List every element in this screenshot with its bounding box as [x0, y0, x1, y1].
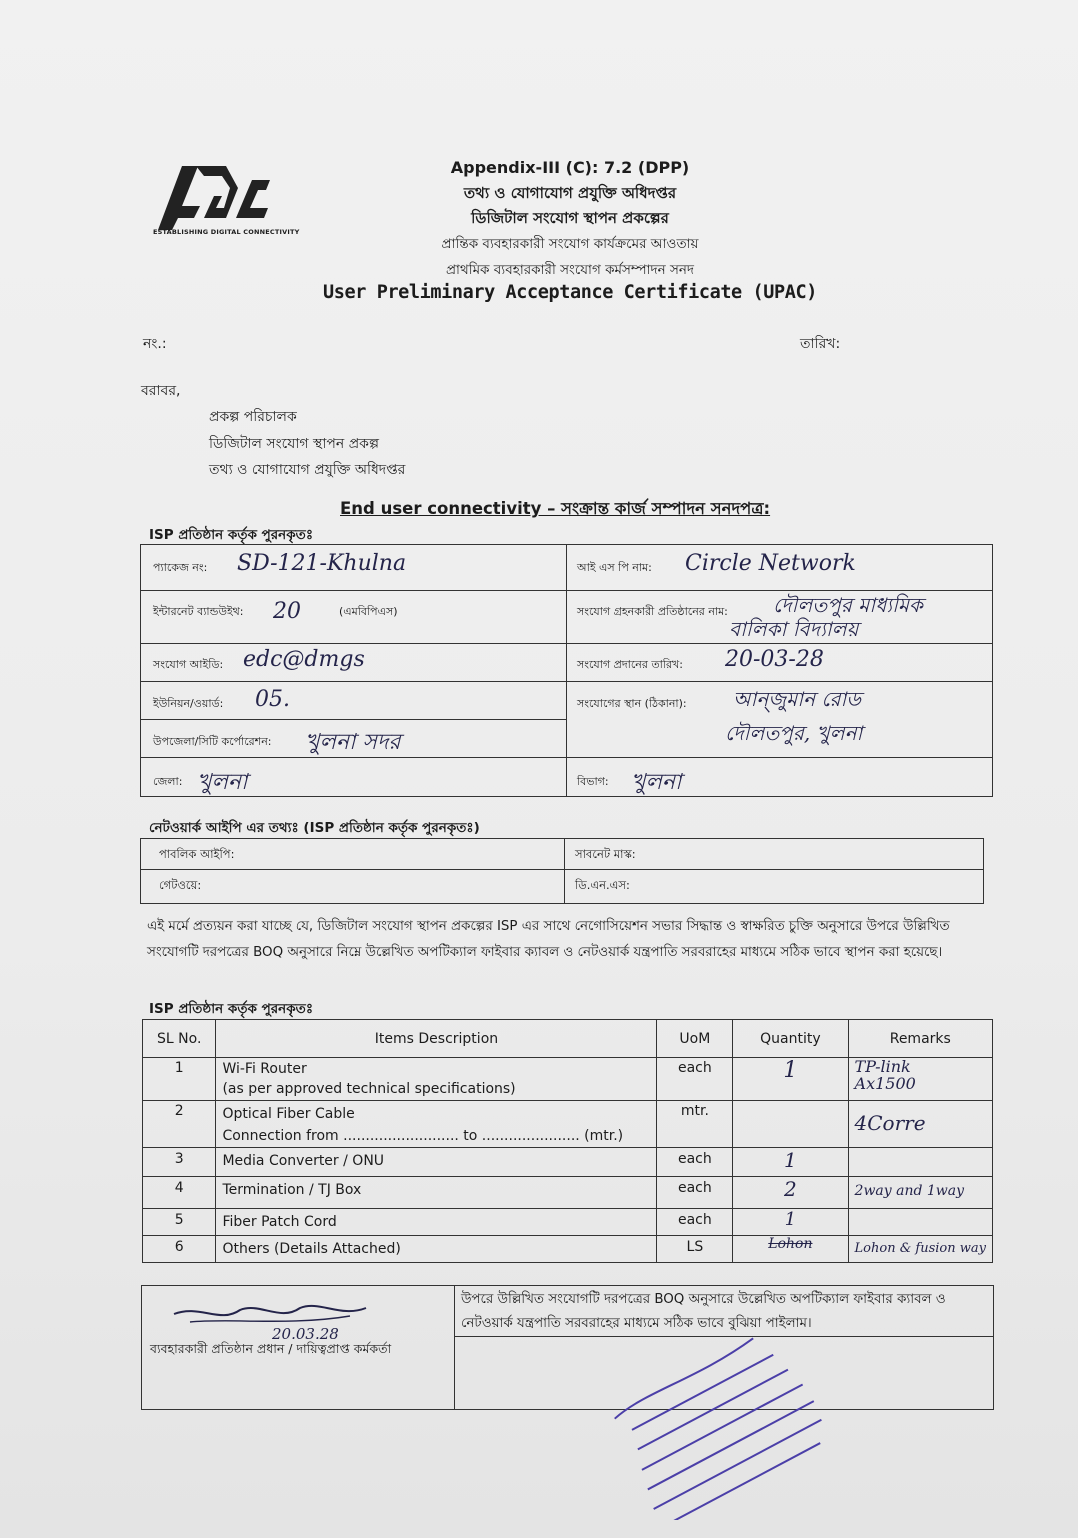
signature-caption: ব্যবহারকারী প্রতিষ্ঠান প্রধান / দায়িত্বপ্রাপ্ত কর্মকর্তা: [150, 1341, 392, 1356]
uom-cell: LS: [657, 1236, 733, 1263]
isp-filled-label: ISP প্রতিষ্ঠান কর্তৃক পুরনকৃতঃ: [149, 527, 314, 543]
location-value: দৌলতপুর, খুলনা: [725, 721, 863, 745]
division-label: বিভাগ:: [577, 775, 609, 788]
recipient-value: দৌলতপুর মাধ্যমিক: [773, 593, 923, 617]
connection-date-label: সংযোগ প্রদানের তারিখ:: [577, 658, 683, 671]
dns-label: ডি.এন.এস:: [575, 878, 630, 892]
sl-cell: 5: [143, 1209, 216, 1236]
sl-cell: 3: [143, 1148, 216, 1177]
table-header-row: [143, 1020, 993, 1058]
public-ip-label: পাবলিক আইপি:: [159, 847, 235, 861]
certificate-title-en: User Preliminary Acceptance Certificate (UPAC): [323, 282, 817, 303]
quantity-cell: 2: [733, 1177, 848, 1209]
project-name: ডিজিটাল সংযোগ স্থাপন প্রকল্পের: [471, 209, 669, 227]
appendix-ref: Appendix-III (C): 7.2 (DPP): [450, 158, 690, 177]
table-row: [143, 1236, 993, 1263]
items-table: [142, 1019, 993, 1263]
official-stamp: [600, 1330, 840, 1520]
certificate-title-bn: প্রাথমিক ব্যবহারকারী সংযোগ কর্মসম্পাদন সনদ: [445, 262, 695, 278]
sl-cell: 1: [143, 1058, 216, 1101]
isp-name-value: Circle Network: [685, 551, 856, 576]
remarks-cell: 4Corre: [848, 1101, 992, 1148]
sl-cell: 4: [143, 1177, 216, 1209]
table-row: [143, 1148, 993, 1177]
section-title: End user connectivity – সংক্রান্ত কার্জ সম্পাদন সনদপত্র:: [340, 499, 771, 518]
uom-cell: mtr.: [657, 1101, 733, 1148]
recipient-label: সংযোগ গ্রহনকারী প্রতিষ্ঠানের নাম:: [577, 605, 728, 618]
quantity-cell: 1: [733, 1209, 848, 1236]
uom-cell: each: [657, 1058, 733, 1101]
signature-date: 20.03.28: [272, 1325, 339, 1343]
gateway-label: গেটওয়ে:: [159, 878, 202, 892]
table-row: [143, 1058, 993, 1101]
bandwidth-label: ইন্টারনেট ব্যান্ডউইথ:: [153, 605, 244, 618]
bandwidth-value: 20: [273, 599, 301, 624]
package-label: প্যাকেজ নং:: [153, 561, 208, 574]
upazila-value: খুলনা সদর: [305, 730, 401, 755]
address-line: ডিজিটাল সংযোগ স্থাপন প্রকল্প: [209, 436, 379, 452]
program-name: প্রান্তিক ব্যবহারকারী সংযোগ কার্যক্রমের আওতায়: [441, 236, 699, 252]
district-label: জেলা:: [153, 775, 183, 788]
table-row: [143, 1177, 993, 1209]
reference-date-label: তারিখ:: [800, 336, 841, 352]
column-header: SL No.: [143, 1020, 216, 1058]
uom-cell: each: [657, 1148, 733, 1177]
description-cell: Media Converter / ONU: [216, 1148, 657, 1177]
description-text: Connection from .......................... to ...................... (mtr.): [222, 1128, 624, 1144]
address-line: প্রকল্প পরিচালক: [209, 409, 297, 425]
bandwidth-unit: (এমবিপিএস): [339, 605, 398, 618]
isp-name-label: আই এস পি নাম:: [577, 561, 652, 574]
sl-cell: 2: [143, 1101, 216, 1148]
to-label: বরাবর,: [141, 383, 181, 399]
remarks-cell: [848, 1058, 992, 1101]
uom-cell: each: [657, 1177, 733, 1209]
sl-cell: 6: [143, 1236, 216, 1263]
column-header: UoM: [657, 1020, 733, 1058]
division-value: খুলনা: [631, 770, 682, 795]
description-text: Optical Fiber Cable: [222, 1106, 355, 1122]
remarks-cell: Lohon & fusion way: [848, 1236, 992, 1263]
description-text: Wi-Fi Router: [222, 1061, 307, 1077]
connection-id-value: edc@dmgs: [243, 647, 365, 672]
description-cell: [216, 1058, 657, 1101]
remarks-text: TP-link: [854, 1057, 911, 1076]
table-row: [143, 1209, 993, 1236]
quantity-cell: 1: [733, 1058, 848, 1101]
acknowledgement-text: উপরে উল্লিখিত সংযোগটি দরপত্রের BOQ অনুসারে উল্লেখিত অপটিক্যাল ফাইবার ক্যাবল ও নেটওয়ার্ক যন্ত্রপাতি সরবরাহের মাধ্যমে সঠিক ভাবে বুঝিয়া পাইলাম।: [461, 1292, 946, 1331]
description-cell: Others (Details Attached): [216, 1236, 657, 1263]
column-header: Quantity: [733, 1020, 848, 1058]
district-value: খুলনা: [197, 770, 248, 795]
recipient-value: বালিকা বিদ্যালয়: [729, 617, 859, 641]
quantity-cell: [733, 1101, 848, 1148]
subnet-label: সাবনেট মাস্ক:: [575, 847, 636, 861]
column-header: Items Description: [216, 1020, 657, 1058]
remarks-cell: [848, 1148, 992, 1177]
remarks-cell: 2way and 1way: [848, 1177, 992, 1209]
network-info-table: [140, 838, 984, 904]
remarks-text: Ax1500: [854, 1074, 916, 1093]
quantity-cell: 1: [733, 1148, 848, 1177]
upazila-label: উপজেলা/সিটি কর্পোরেশন:: [153, 735, 272, 748]
connection-date-value: 20-03-28: [725, 647, 824, 672]
description-cell: [216, 1101, 657, 1148]
union-value: 05.: [255, 687, 290, 712]
union-label: ইউনিয়ন/ওয়ার্ড:: [153, 697, 224, 710]
quantity-cell: Lohon: [733, 1236, 848, 1263]
table-row: [143, 1101, 993, 1148]
uom-cell: each: [657, 1209, 733, 1236]
network-info-title: নেটওয়ার্ক আইপি এর তথ্যঃ (ISP প্রতিষ্ঠান কর্তৃক পুরনকৃতঃ): [149, 820, 480, 836]
connection-info-table: [140, 544, 993, 797]
remarks-cell: [848, 1209, 992, 1236]
description-cell: Fiber Patch Cord: [216, 1209, 657, 1236]
isp-filled-label: ISP প্রতিষ্ঠান কর্তৃক পুরনকৃতঃ: [149, 1001, 314, 1017]
connection-id-label: সংযোগ আইডি:: [153, 658, 224, 671]
logo-tagline: ESTABLISHING DIGITAL CONNECTIVITY: [153, 228, 300, 236]
department-name: তথ্য ও যোগাযোগ প্রযুক্তি অধিদপ্তর: [463, 184, 677, 202]
column-header: Remarks: [848, 1020, 992, 1058]
package-value: SD-121-Khulna: [237, 551, 407, 576]
reference-number-label: নং.:: [143, 336, 167, 352]
location-label: সংযোগের স্থান (ঠিকানা):: [577, 697, 687, 710]
declaration-paragraph: এই মর্মে প্রত্যয়ন করা যাচ্ছে যে, ডিজিটাল সংযোগ স্থাপন প্রকল্পের ISP এর সাথে নেগোসিয়েশন সভার সিদ্ধান্ত ও স্বাক্ষরিত চুক্তি অনুসারে উপরে উল্লিখিত সংযোগটি দরপত্রের BOQ অনুসারে নিম্নে উল্লেখিত অপটিক্যাল ফাইবার ক্যাবল ও নেটওয়ার্ক যন্ত্রপাতি সরবরাহের মাধ্যমে সঠিক ভাবে স্থাপন করা হয়েছে।: [147, 919, 950, 960]
location-value: আন্জুমান রোড: [733, 687, 861, 711]
address-line: তথ্য ও যোগাযোগ প্রযুক্তি অধিদপ্তর: [209, 462, 406, 478]
description-cell: Termination / TJ Box: [216, 1177, 657, 1209]
description-text: (as per approved technical specifications): [222, 1081, 516, 1097]
